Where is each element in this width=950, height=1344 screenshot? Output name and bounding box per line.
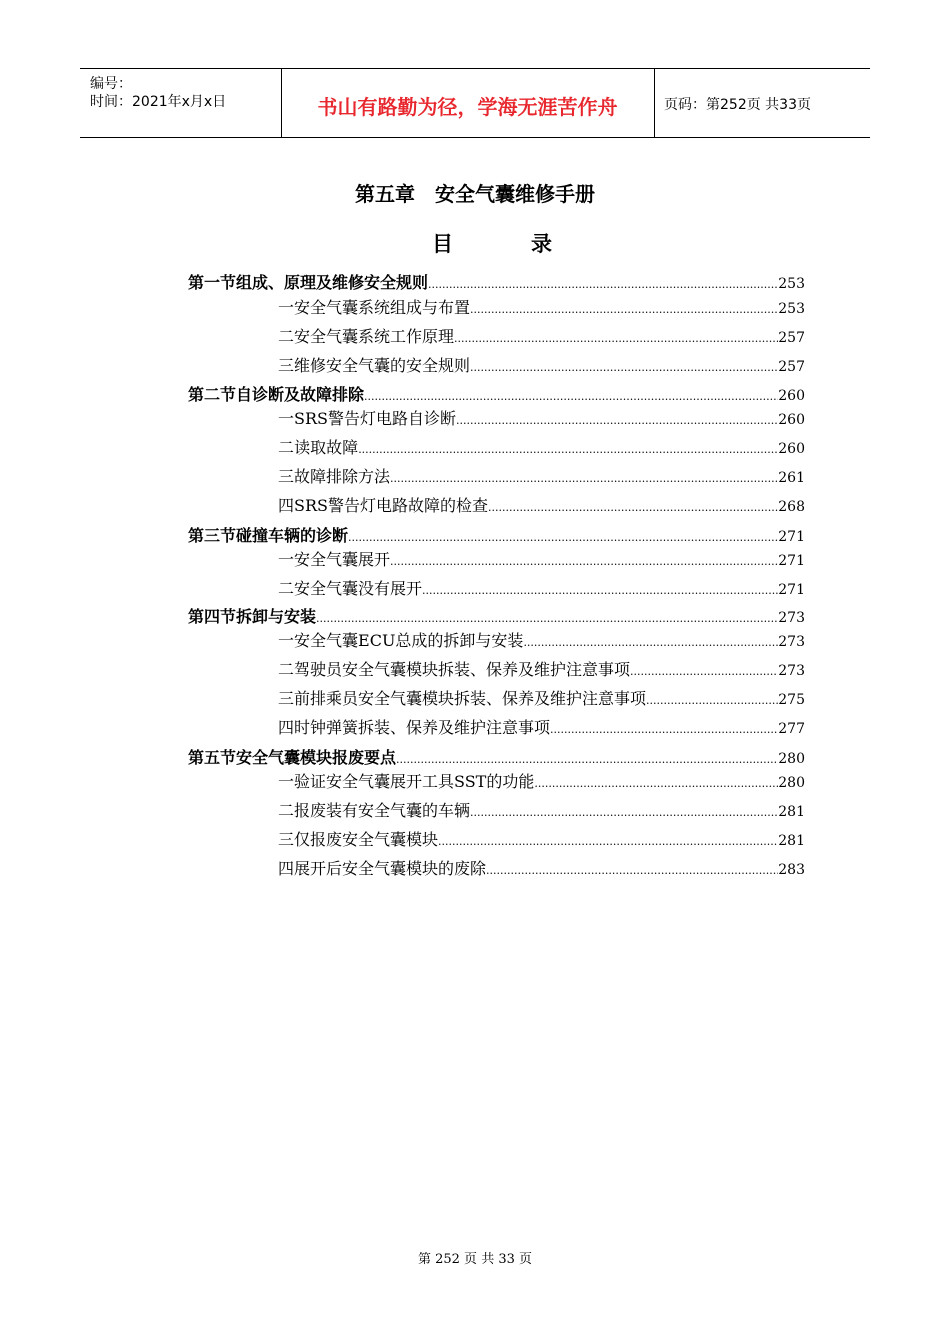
toc-title: 前排乘员安全气囊模块拆装、保养及维护注意事项 [294, 689, 647, 708]
toc-page-number: 271 [778, 529, 805, 545]
toc-leader-dots [630, 665, 778, 678]
toc-title: 时钟弹簧拆装、保养及维护注意事项 [294, 718, 551, 737]
toc-page-number: 275 [778, 692, 805, 708]
toc-number: 第二节 [188, 385, 237, 404]
toc-number: 三 [278, 356, 295, 375]
toc-entry-row[interactable] [188, 295, 805, 318]
toc-number: 二 [278, 438, 295, 457]
toc-entry-row[interactable] [188, 769, 805, 792]
time-label: 时间：2021年x月x日 [90, 94, 227, 110]
toc-number: 一 [278, 409, 295, 428]
toc-leader-dots [534, 777, 778, 790]
toc-title: 安全气囊没有展开 [294, 579, 423, 598]
toc-entry-row[interactable] [188, 576, 805, 599]
toc-page-number: 277 [778, 721, 805, 737]
toc-page-number: 273 [778, 634, 805, 650]
toc-title: 维修安全气囊的安全规则 [294, 356, 471, 375]
toc-leader-dots [523, 636, 778, 649]
toc-title: 验证安全气囊展开工具SST的功能 [294, 772, 535, 791]
toc-entry-row[interactable] [188, 435, 805, 458]
toc-title: 展开后安全气囊模块的废除 [294, 859, 487, 878]
toc-page-number: 260 [778, 388, 805, 404]
code-label: 编号： [90, 76, 132, 92]
toc-entry-row[interactable] [188, 628, 805, 651]
toc-title: 仅报废安全气囊模块 [294, 830, 439, 849]
toc-leader-dots [646, 694, 778, 707]
toc-section-row[interactable] [188, 270, 805, 293]
toc-leader-dots [470, 806, 778, 819]
toc-entry-row[interactable] [188, 324, 805, 347]
toc-title: 自诊断及故障排除 [236, 385, 365, 404]
toc-leader-dots [470, 361, 778, 374]
toc-page-number: 257 [778, 330, 805, 346]
toc-title: SRS警告灯电路故障的检查 [294, 496, 488, 515]
toc-page-number: 260 [778, 412, 805, 428]
toc-page-number: 281 [778, 833, 805, 849]
toc-title: 报废装有安全气囊的车辆 [294, 801, 471, 820]
toc-page-number: 273 [778, 610, 805, 626]
toc-page-number: 273 [778, 663, 805, 679]
motto: 书山有路勤为径，学海无涯苦作舟 [317, 95, 618, 119]
toc-page-number: 253 [778, 276, 805, 292]
toc-title: 安全气囊系统工作原理 [294, 327, 455, 346]
toc-number: 二 [278, 579, 295, 598]
toc-page-number: 271 [778, 582, 805, 598]
toc-page-number: 280 [778, 751, 805, 767]
toc-leader-dots [456, 414, 778, 427]
toc-number: 四 [278, 718, 295, 737]
toc-leader-dots [486, 864, 778, 877]
toc-page-number: 281 [778, 804, 805, 820]
toc-number: 一 [278, 298, 295, 317]
toc-number: 一 [278, 550, 295, 569]
toc-section-row[interactable] [188, 523, 805, 546]
toc-section-row[interactable] [188, 604, 805, 627]
toc-entry-row[interactable] [188, 493, 805, 516]
toc-page-number: 253 [778, 301, 805, 317]
toc-title: 安全气囊ECU总成的拆卸与安装 [294, 631, 524, 650]
header-table [80, 68, 870, 138]
toc-page-number: 283 [778, 862, 805, 878]
toc-leader-dots [364, 390, 778, 403]
toc-page-number: 280 [778, 775, 805, 791]
toc-leader-dots [390, 472, 778, 485]
toc-leader-dots [396, 753, 778, 766]
toc-number: 二 [278, 801, 295, 820]
toc-leader-dots [550, 723, 778, 736]
toc-number: 二 [278, 660, 295, 679]
toc-leader-dots [488, 501, 778, 514]
toc-entry-row[interactable] [188, 798, 805, 821]
toc-number: 四 [278, 496, 295, 515]
toc-leader-dots [454, 332, 778, 345]
toc-page-number: 257 [778, 359, 805, 375]
header-motto-cell [281, 69, 655, 137]
toc-leader-dots [358, 443, 778, 456]
toc-title-right: 录 [531, 232, 552, 256]
toc-leader-dots [316, 612, 778, 625]
header-left-cell [80, 69, 282, 137]
toc-leader-dots [470, 303, 778, 316]
chapter-title: 第五章 安全气囊维修手册 [355, 182, 595, 206]
toc-number: 第一节 [188, 273, 237, 292]
toc-title: 故障排除方法 [294, 467, 391, 486]
toc-title: 读取故障 [294, 438, 359, 457]
toc-number: 一 [278, 772, 295, 791]
toc-title: SRS警告灯电路自诊断 [294, 409, 456, 428]
toc-entry-row[interactable] [188, 856, 805, 879]
toc-number: 三 [278, 467, 295, 486]
toc-entry-row[interactable] [188, 547, 805, 570]
toc-leader-dots [422, 584, 778, 597]
toc-entry-row[interactable] [188, 715, 805, 738]
toc-title-left: 目 [432, 232, 453, 256]
toc-number: 四 [278, 859, 295, 878]
toc-title: 碰撞车辆的诊断 [236, 526, 349, 545]
toc-number: 第五节 [188, 748, 237, 767]
toc-number: 二 [278, 327, 295, 346]
toc-title: 组成、原理及维修安全规则 [236, 273, 429, 292]
toc-section-row[interactable] [188, 745, 805, 768]
toc-leader-dots [348, 531, 778, 544]
toc-page-number: 271 [778, 553, 805, 569]
toc-number: 第三节 [188, 526, 237, 545]
toc-entry-row[interactable] [188, 657, 805, 680]
toc-number: 第四节 [188, 607, 237, 626]
page-info: 页码：第252页 共33页 [664, 97, 811, 113]
toc-title: 安全气囊模块报废要点 [236, 748, 397, 767]
toc-leader-dots [428, 278, 778, 291]
toc-entry-row[interactable] [188, 353, 805, 376]
toc-title: 安全气囊展开 [294, 550, 391, 569]
toc-title: 驾驶员安全气囊模块拆装、保养及维护注意事项 [294, 660, 631, 679]
toc-entry-row[interactable] [188, 406, 805, 429]
toc-page-number: 268 [778, 499, 805, 515]
toc-leader-dots [438, 835, 778, 848]
toc-number: 一 [278, 631, 295, 650]
toc-page-number: 260 [778, 441, 805, 457]
page-footer: 第 252 页 共 33 页 [417, 1252, 533, 1267]
toc-title: 安全气囊系统组成与布置 [294, 298, 471, 317]
toc-number: 三 [278, 689, 295, 708]
toc-entry-row[interactable] [188, 827, 805, 850]
toc-section-row[interactable] [188, 382, 805, 405]
toc-entry-row[interactable] [188, 464, 805, 487]
toc-title: 拆卸与安装 [236, 607, 317, 626]
header-right-cell [655, 69, 870, 137]
toc-leader-dots [390, 555, 778, 568]
toc-entry-row[interactable] [188, 686, 805, 709]
toc-page-number: 261 [778, 470, 805, 486]
toc-number: 三 [278, 830, 295, 849]
